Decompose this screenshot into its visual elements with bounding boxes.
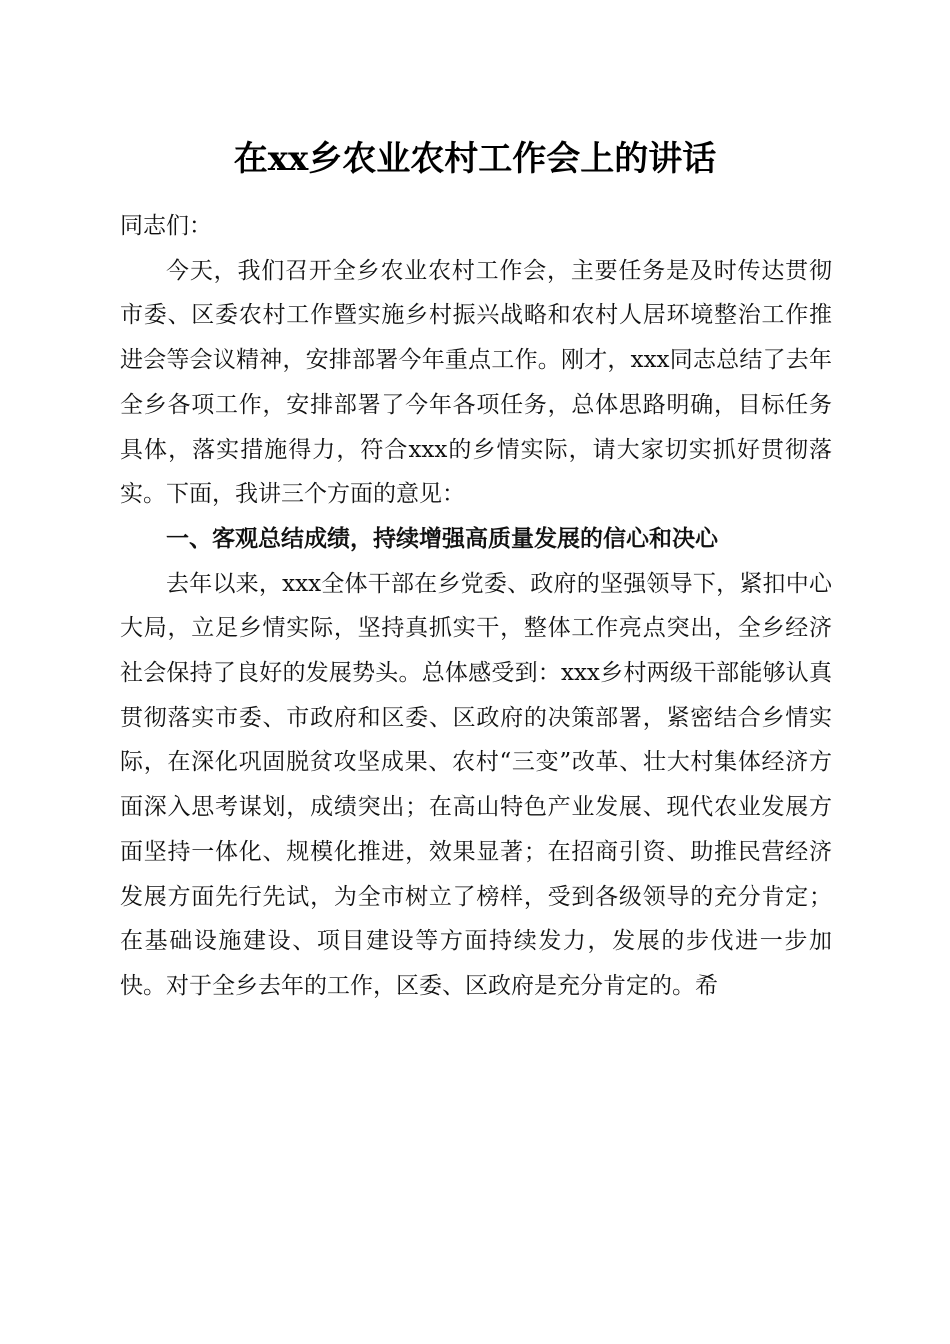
- salutation: 同志们：: [120, 213, 212, 239]
- document-title: 在xx乡农业农村工作会上的讲话: [233, 139, 717, 179]
- section-heading: 一、客观总结成绩，持续增强高质量发展的信心和决心: [166, 525, 718, 552]
- document-body: [120, 204, 832, 1009]
- intro-paragraph: 今天，我们召开全乡农业农村工作会，主要任务是及时传达贯彻市委、区委农村工作暨实施乡村振兴战略和农村人居环境整治工作推进会等会议精神，安排部署今年重点工作。刚才，xxx同志总结了去年全乡各项工作，安排部署了今年各项任务，总体思路明确，目标任务具体，落实措施得力，符合xxx的乡情实际，请大家切实抓好贯彻落实。下面，我讲三个方面的意见：: [120, 257, 832, 508]
- section-paragraph: 去年以来，xxx全体干部在乡党委、政府的坚强领导下，紧扣中心大局，立足乡情实际，坚持真抓实干，整体工作亮点突出，全乡经济社会保持了良好的发展势头。总体感受到：xxx乡村两级干部能够认真贯彻落实市委、市政府和区委、区政府的决策部署，紧密结合乡情实际，在深化巩固脱贫攻坚成果、农村“三变”改革、壮大村集体经济方面深入思考谋划，成绩突出；在高山特色产业发展、现代农业发展方面坚持一体化、规模化推进，效果显著；在招商引资、助推民营经济发展方面先行先试，为全市树立了榜样，受到各级领导的充分肯定；在基础设施建设、项目建设等方面持续发力，发展的步伐进一步加快。对于全乡去年的工作，区委、区政府是充分肯定的。希: [120, 570, 832, 999]
